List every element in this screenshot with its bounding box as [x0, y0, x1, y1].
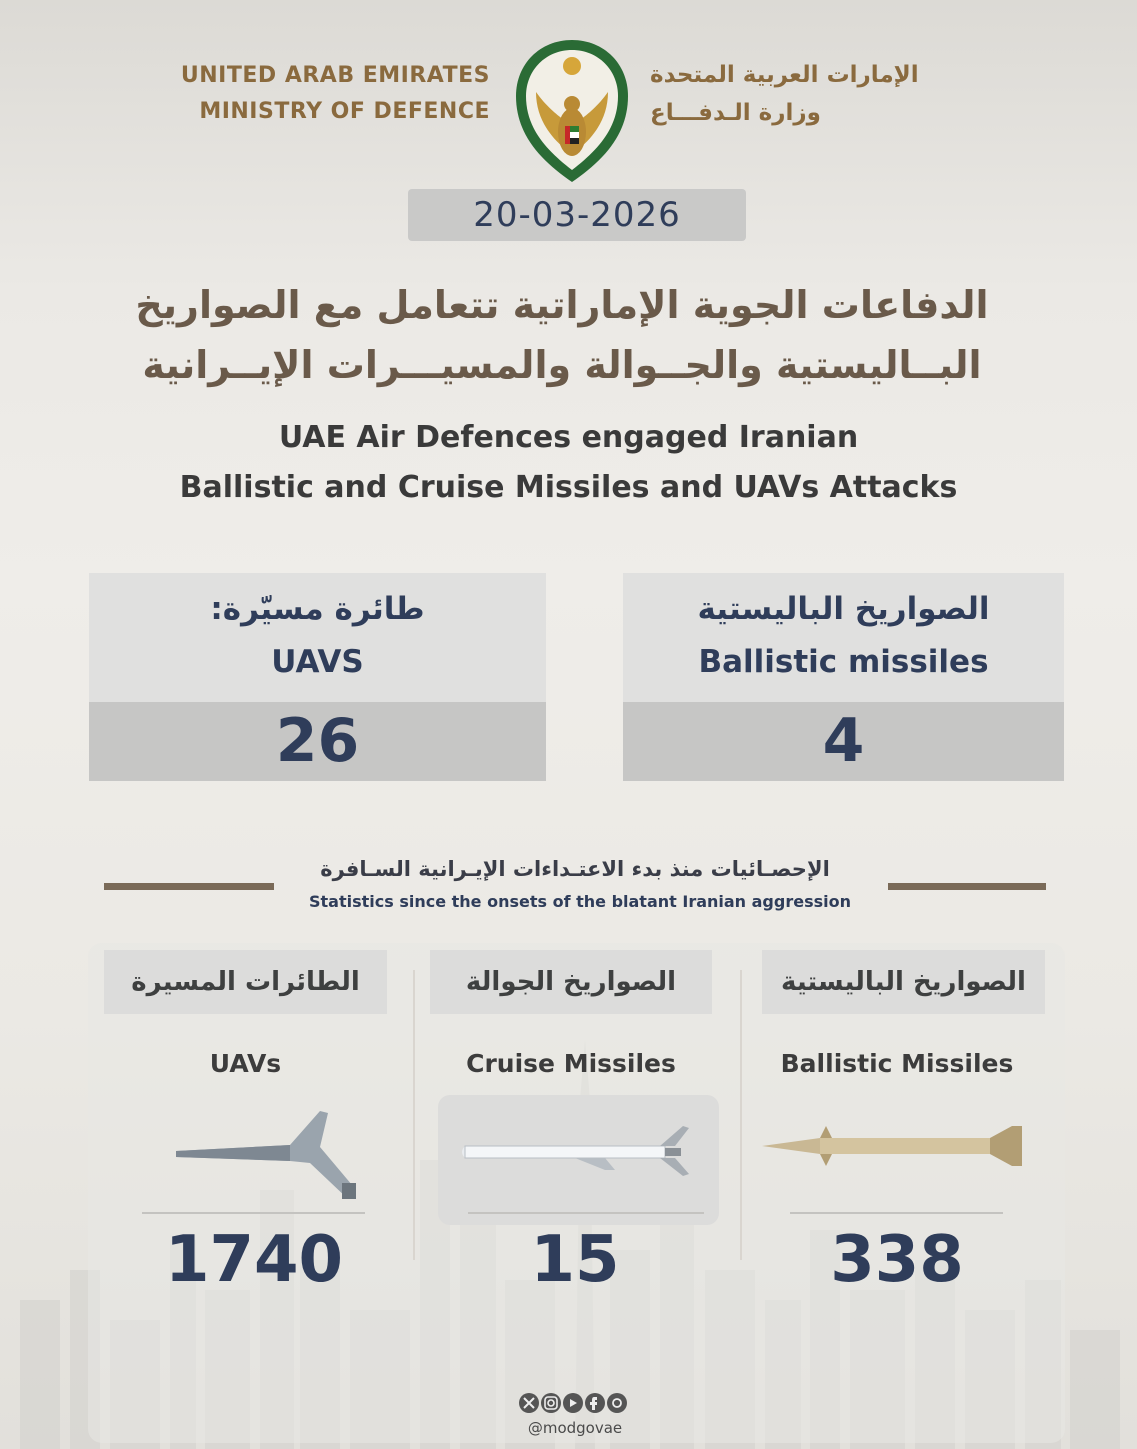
social-icons — [518, 1392, 628, 1414]
card-ballistic-label-ar: الصواريخ الباليستية — [697, 591, 990, 627]
stats-ballistic-label-en: Ballistic Missiles — [780, 1049, 1014, 1078]
ministry-country-ar: الإمارات العربية المتحدة — [650, 62, 919, 88]
stats-heading-en: Statistics since the onsets of the blatant Iranian aggression — [308, 892, 851, 911]
stats-uavs-label-ar: الطائرات المسيرة — [104, 950, 387, 1014]
uae-emblem-icon — [510, 36, 634, 186]
drone-icon — [170, 1105, 365, 1203]
youtube-icon[interactable] — [563, 1393, 583, 1413]
ballistic-missile-icon — [760, 1120, 1028, 1172]
title-english-line1: UAE Air Defences engaged Iranian — [278, 420, 859, 455]
report-date: 20-03-2026 — [408, 189, 746, 241]
divider-left — [104, 883, 274, 890]
stats-uavs-count: 1740 — [164, 1223, 344, 1297]
threads-icon[interactable] — [607, 1393, 627, 1413]
column-separator-1 — [413, 970, 415, 1260]
cruise-missile-icon — [455, 1122, 695, 1182]
ministry-name-english — [150, 58, 490, 130]
instagram-icon[interactable] — [541, 1393, 561, 1413]
title-arabic-line2: البــاليستية والجــوالة والمسيـــرات الإيــرانية — [142, 343, 982, 387]
stats-heading-ar: الإحصـائيات منذ بدء الاعتـداءات الإيـرانية السـافرة — [320, 857, 830, 881]
ministry-dept-ar: وزارة الـدفـــاع — [650, 100, 821, 126]
column-separator-2 — [740, 970, 742, 1260]
stats-ballistic-count: 338 — [830, 1223, 964, 1297]
card-uavs-today — [89, 573, 546, 781]
stats-uavs-label-en: UAVs — [209, 1049, 282, 1078]
ministry-name-arabic — [650, 56, 980, 132]
stats-uavs-rule — [142, 1212, 365, 1214]
stats-cruise-rule — [468, 1212, 704, 1214]
card-uavs-count: 26 — [89, 702, 546, 781]
ministry-dept-en: MINISTRY OF DEFENCE — [199, 99, 490, 124]
card-ballistic-count: 4 — [623, 702, 1064, 781]
ministry-country-en: UNITED ARAB EMIRATES — [180, 63, 490, 88]
stats-cruise-count: 15 — [530, 1223, 620, 1297]
title-arabic-line1: الدفاعات الجوية الإماراتية تتعامل مع الصواريخ — [135, 283, 989, 327]
divider-right — [888, 883, 1046, 890]
facebook-icon[interactable] — [585, 1393, 605, 1413]
stats-ballistic-rule — [790, 1212, 1003, 1214]
social-handle[interactable]: @modgovae — [527, 1419, 623, 1437]
x-icon[interactable] — [519, 1393, 539, 1413]
stats-cruise-label-en: Cruise Missiles — [466, 1049, 676, 1078]
stats-cruise-label-ar: الصواريخ الجوالة — [430, 950, 712, 1014]
stats-ballistic-label-ar: الصواريخ الباليستية — [762, 950, 1045, 1014]
card-ballistic-today — [623, 573, 1064, 781]
card-uavs-label-en: UAVS — [271, 644, 364, 680]
title-english-line2: Ballistic and Cruise Missiles and UAVs Attacks — [179, 470, 958, 505]
card-uavs-label-ar: طائرة مسيّرة: — [210, 591, 425, 627]
card-ballistic-label-en: Ballistic missiles — [698, 644, 989, 680]
